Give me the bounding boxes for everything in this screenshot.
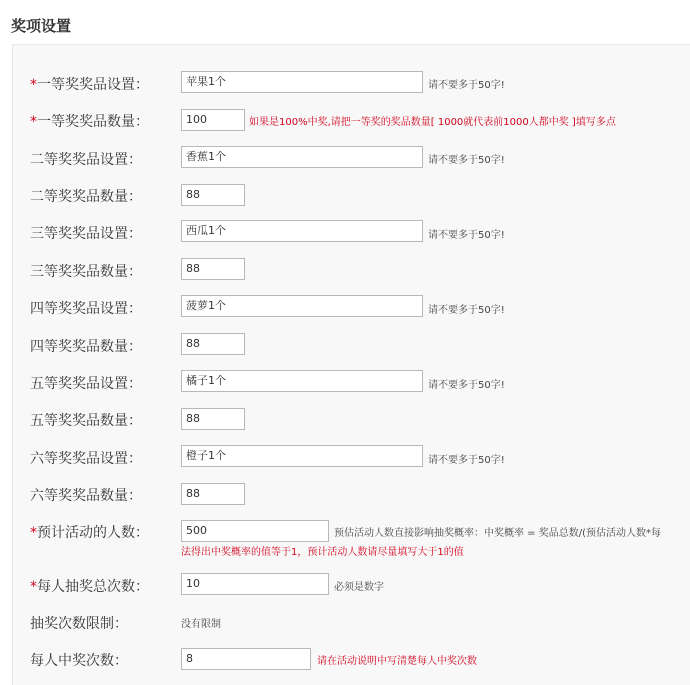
sixth-prize-name-hint: 请不要多于50字! [428,455,505,466]
sixth-prize-name-label: 六等奖奖品设置： [30,451,142,467]
second-prize-count-label: 二等奖奖品数量： [30,189,142,205]
third-prize-name-input[interactable]: 西瓜1个 [181,220,423,242]
fifth-prize-name-label: 五等奖奖品设置： [30,376,142,392]
fifth-prize-name-input[interactable]: 橘子1个 [181,370,423,392]
required-mark: * [30,114,37,130]
second-prize-name-label: 二等奖奖品设置： [30,152,142,168]
fourth-prize-count-label: 四等奖奖品数量： [30,339,142,355]
fifth-prize-name-hint: 请不要多于50字! [428,380,505,391]
section-title: 奖项设置 [11,17,72,35]
draw-limit-label: 抽奖次数限制： [30,616,128,632]
wins-per-person-input[interactable]: 8 [181,648,311,670]
draws-per-person-label: *每人抽奖总次数： [30,579,149,595]
third-prize-name-label: 三等奖奖品设置： [30,226,142,242]
fifth-prize-count-input[interactable]: 88 [181,408,245,430]
first-prize-count-label: *一等奖奖品数量： [30,114,149,130]
fifth-prize-count-label: 五等奖奖品数量： [30,413,142,429]
first-prize-name-input[interactable]: 苹果1个 [181,71,423,93]
second-prize-name-hint: 请不要多于50字! [428,155,505,166]
sixth-prize-name-input[interactable]: 橙子1个 [181,445,423,467]
first-prize-count-hint: 如果是100%中奖,请把一等奖的奖品数量[ 1000就代表前1000人都中奖 ]填写多点 [249,117,616,128]
expected-participants-input[interactable]: 500 [181,520,329,542]
draws-per-person-input[interactable]: 10 [181,573,329,595]
fourth-prize-name-label: 四等奖奖品设置： [30,301,142,317]
wins-per-person-hint: 请在活动说明中写清楚每人中奖次数 [317,656,477,667]
expected-participants-hint: 预估活动人数直接影响抽奖概率：中奖概率 = 奖品总数/(预估活动人数*每 [334,528,662,539]
required-mark: * [30,77,37,93]
first-prize-count-input[interactable]: 100 [181,109,245,131]
required-mark: * [30,579,37,595]
fourth-prize-count-input[interactable]: 88 [181,333,245,355]
sixth-prize-count-label: 六等奖奖品数量： [30,488,142,504]
second-prize-name-input[interactable]: 香蕉1个 [181,146,423,168]
required-mark: * [30,525,37,541]
draws-per-person-hint: 必须是数字 [334,582,384,593]
wins-per-person-label: 每人中奖次数： [30,653,128,669]
first-prize-name-hint: 请不要多于50字! [428,80,505,91]
first-prize-name-label: *一等奖奖品设置： [30,77,149,93]
second-prize-count-input[interactable]: 88 [181,184,245,206]
sixth-prize-count-input[interactable]: 88 [181,483,245,505]
fourth-prize-name-input[interactable]: 菠萝1个 [181,295,423,317]
expected-participants-warning: 法得出中奖概率的值等于1，预计活动人数请尽量填写大于1的值 [181,547,464,558]
third-prize-name-hint: 请不要多于50字! [428,230,505,241]
expected-participants-label: *预计活动的人数： [30,525,149,541]
third-prize-count-input[interactable]: 88 [181,258,245,280]
fourth-prize-name-hint: 请不要多于50字! [428,305,505,316]
third-prize-count-label: 三等奖奖品数量： [30,264,142,280]
draw-limit-value: 没有限制 [181,619,221,630]
